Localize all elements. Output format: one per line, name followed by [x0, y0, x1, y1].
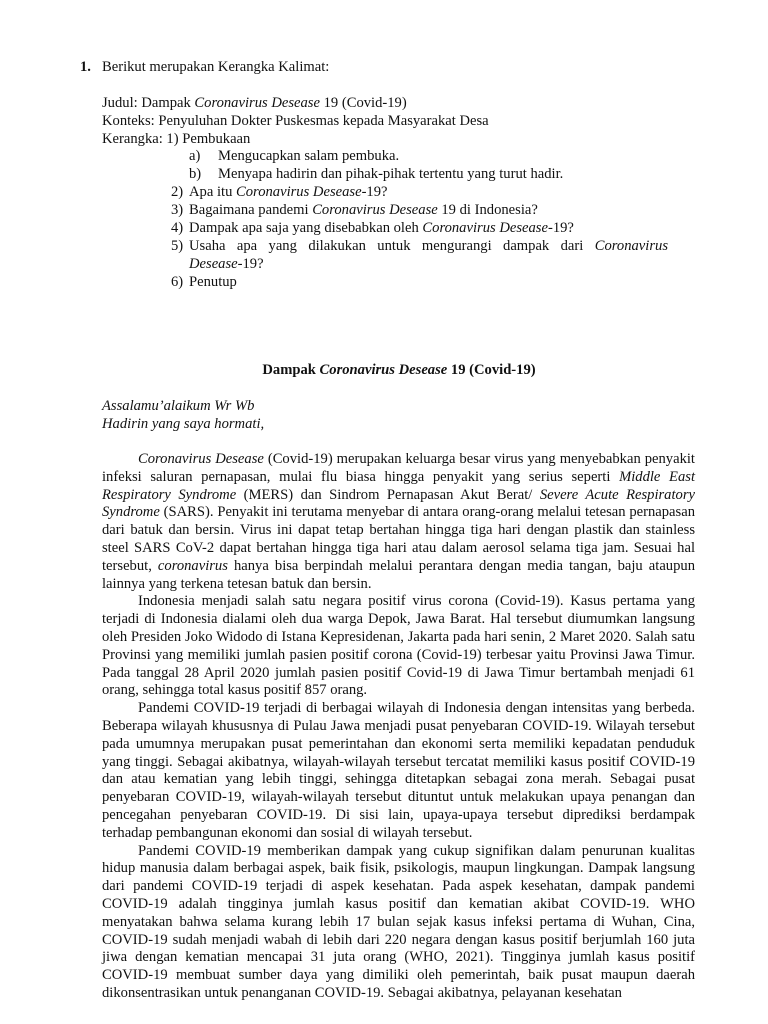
outline-meta — [102, 95, 702, 148]
greeting-line-1: Assalamu’alaikum Wr Wb — [102, 398, 255, 414]
question-heading — [80, 59, 329, 77]
paragraph-3: Pandemi COVID-19 terjadi di berbagai wilayah di Indonesia dengan intensitas yang berbeda. Beberapa wilayah khususnya di Pulau Jawa menjadi pusat penyebaran COVID-19. Wilayah tersebut pada umumnya merupakan pusat pemerintahan dan ekonomi serta memiliki kepadatan penduduk yang tinggi. Sebagai akibatnya, wilayah-wilayah tersebut tercatat memiliki kasus positif COVID-19 dan atau kematian yang lebih tinggi, sehingga ditetapkan sebagai zona merah. Sebagai pusat penyebaran COVID-19, wilayah-wilayah tersebut dituntut untuk melakukan upaya penangan dan pencegahan penyebaran COVID-19. Di sisi lain, upaya-upaya tersebut diprediksi berdampak terhadap pembangunan ekonomi dan sosial di wilayah tersebut. — [102, 700, 695, 841]
paragraph-2: Indonesia menjadi salah satu negara positif virus corona (Covid-19). Kasus pertama yang terjadi di Indonesia dialami oleh dua warga Depok, Jawa Barat. Hal tersebut diumumkan langsung oleh Presiden Joko Widodo di Istana Kepresidenan, Jakarta pada hari senin, 2 Maret 2020. Salah satu Provinsi yang memiliki jumlah pasien positif corona (Covid-19) terbesar yaitu Provinsi Jawa Timur. Pada tanggal 28 April 2020 jumlah pasien positif Covid-19 di Jawa Timur bertambah menjadi 61 orang, sehingga total kasus positif 857 orang. — [102, 593, 695, 699]
question-number: 1. — [80, 59, 91, 75]
outline-item-4: 4) Dampak apa saja yang disebabkan oleh Coronavirus Desease-19? — [171, 220, 574, 236]
judul-line: Judul: Dampak Coronavirus Desease 19 (Covid-19) — [102, 95, 407, 111]
outline-sub-b: b) Menyapa hadirin dan pihak-pihak tertentu yang turut hadir. — [189, 166, 564, 182]
outline-item-6: 6) Penutup — [171, 274, 237, 290]
greeting-line-2: Hadirin yang saya hormati, — [102, 415, 265, 432]
outline-sub-a: a) Mengucapkan salam pembuka. — [189, 148, 400, 164]
kerangka-line: Kerangka: 1) Pembukaan — [102, 130, 251, 147]
paragraph-4: Pandemi COVID-19 memberikan dampak yang cukup signifikan dalam penurunan kualitas hidup manusia dalam berbagai aspek, baik fisik, psikologis, maupun lingkungan. Dampak langsung dari pandemi COVID-19 terjadi di aspek kesehatan. Pada aspek kesehatan, dampak pandemi COVID-19 adalah tingginya jumlah kasus positif dan kematian akibat COVID-19. WHO menyatakan bahwa selama kurang lebih 17 bulan sejak kasus infeksi pertama di Wuhan, Cina, COVID-19 sudah menjadi wabah di lebih dari 220 negara dengan kasus positif berjumlah 160 juta jiwa dengan kematian mencapai 31 juta orang (WHO, 2021). Tingginya jumlah kasus positif COVID-19 membuat sumber daya yang dimiliki oleh pemerintah, baik pusat maupun daerah dikonsentrasikan untuk penanganan COVID-19. Sebagai akibatnya, pelayanan kesehatan — [102, 842, 695, 1001]
outline-item-5: 5) Usaha apa yang dilakukan untuk mengurangi dampak dari Coronavirus Desease-19? — [171, 238, 668, 272]
speech-title: Dampak Coronavirus Desease 19 (Covid-19) — [262, 362, 536, 378]
outline-item-3: 3) Bagaimana pandemi Coronavirus Desease 19 di Indonesia? — [171, 202, 538, 218]
speech-body — [102, 451, 695, 1003]
question-prompt: Berikut merupakan Kerangka Kalimat: — [102, 59, 330, 75]
paragraph-1: Coronavirus Desease (Covid-19) merupakan keluarga besar virus yang menyebabkan penyakit infeksi saluran pernapasan, mulai flu biasa hingga penyakit yang serius seperti Middle East Respiratory Syndrome (MERS) dan Sindrom Pernapasan Akut Berat/ Severe Acute Respiratory Syndrome (SARS). Penyakit ini terutama menyebar di antara orang-orang melalui tetesan pernapasan dari batuk dan bersin. Virus ini dapat tetap bertahan hingga tiga hari dengan plastik dan stainless steel SARS CoV-2 dapat bertahan hingga tiga hari atau dalam aerosol selama tiga jam. Sesuai hal tersebut, coronavirus hanya bisa berpindah melalui perantara dengan media tangan, baju ataupun lainnya yang terkena tetesan batuk dan bersin. — [102, 451, 695, 592]
speech-greeting — [102, 398, 264, 434]
konteks-line: Konteks: Penyuluhan Dokter Puskesmas kepada Masyarakat Desa — [102, 112, 489, 129]
outline-item-2: 2) Apa itu Coronavirus Desease-19? — [171, 184, 388, 200]
